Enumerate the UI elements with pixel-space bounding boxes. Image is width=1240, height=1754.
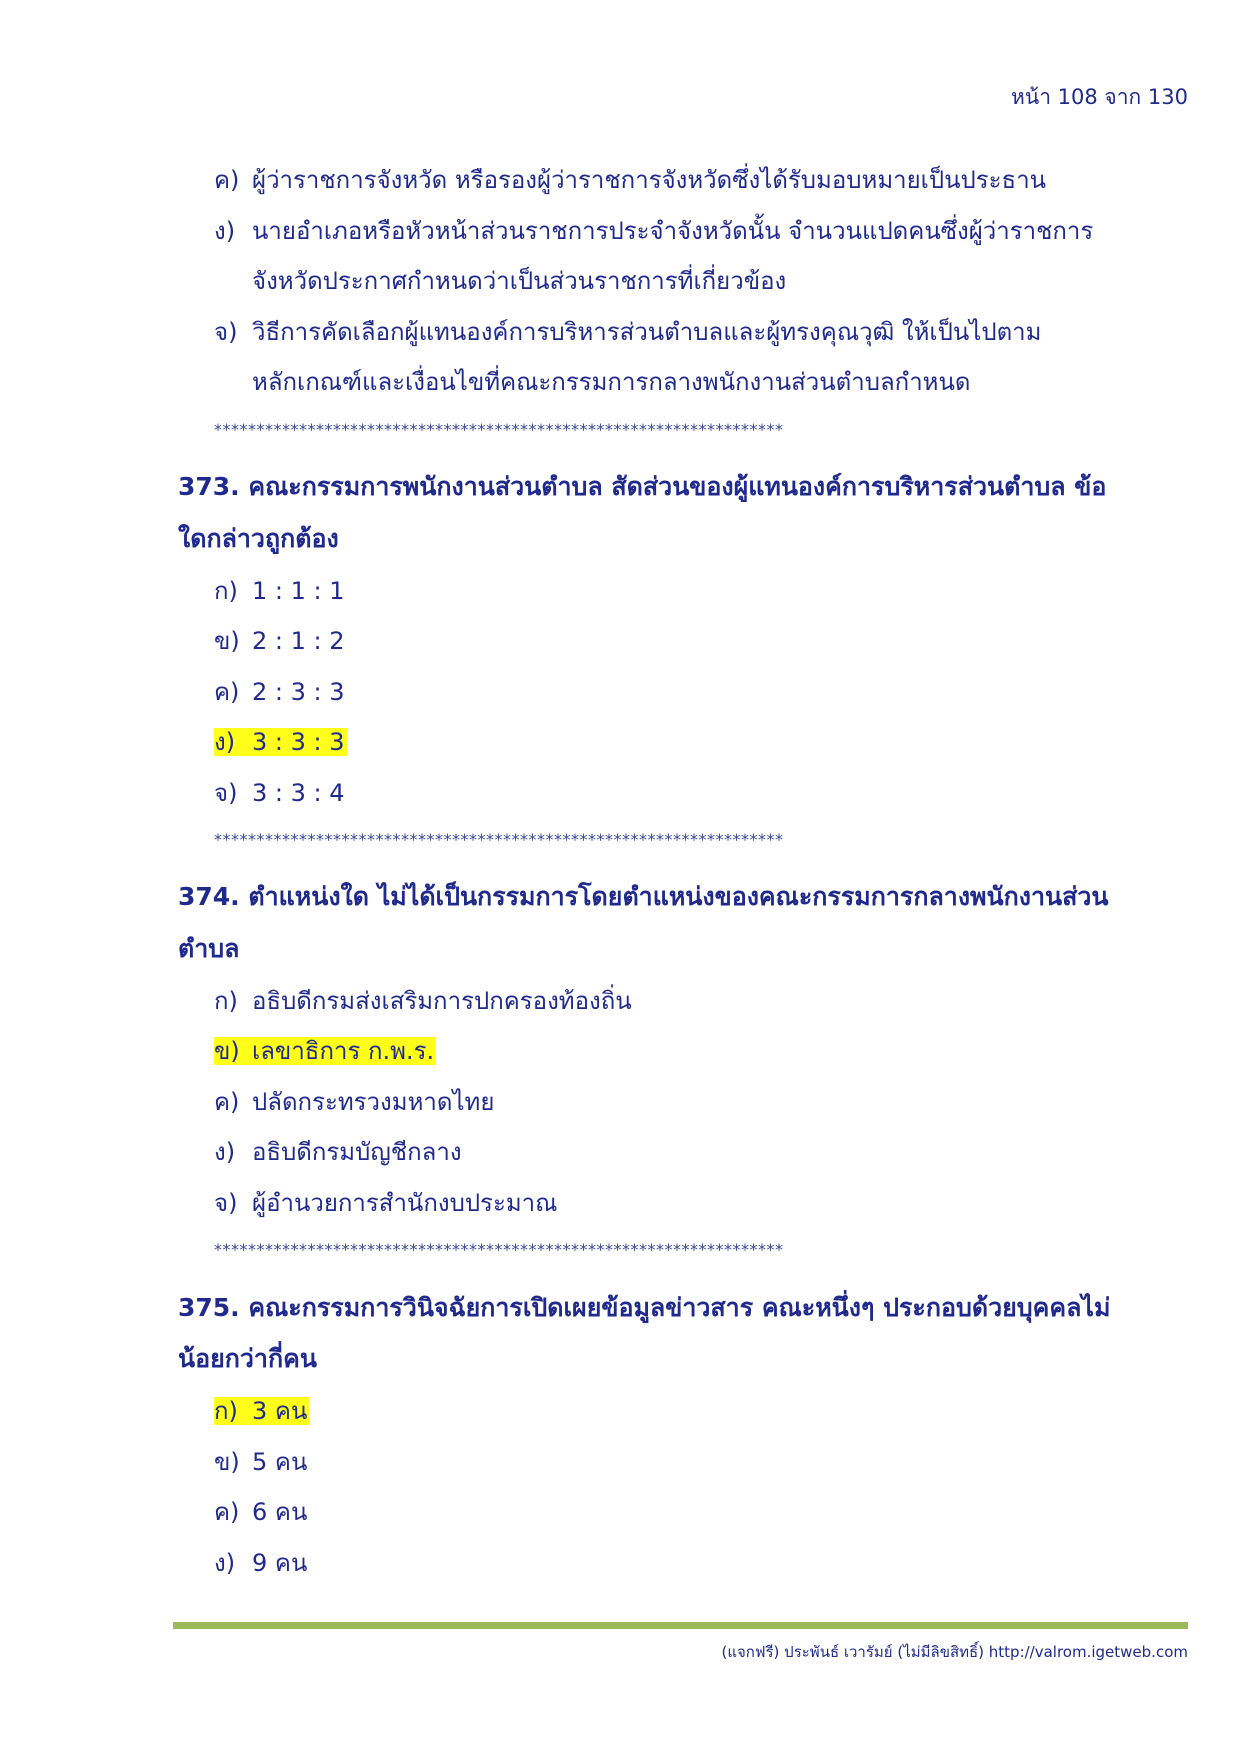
question-title: ตำบล	[178, 934, 240, 963]
choice-text: ผู้ว่าราชการจังหวัด หรือรองผู้ว่าราชการจังหวัดซึ่งได้รับมอบหมายเป็นประธาน	[252, 166, 1047, 194]
choice-label: ก)	[214, 1397, 238, 1425]
choice	[214, 1085, 494, 1119]
choice-text: นายอำเภอหรือหัวหน้าส่วนราชการประจำจังหวัดนั้น จำนวนแปดคนซึ่งผู้ว่าราชการ	[252, 217, 1094, 245]
choice-label: ก)	[214, 987, 238, 1015]
choice-text: ปลัดกระทรวงมหาดไทย	[252, 1088, 495, 1116]
choice-label: ค)	[214, 1498, 240, 1526]
choice	[214, 776, 345, 810]
answer-highlight	[214, 728, 347, 756]
choice-answer	[214, 725, 347, 759]
choice-label: ง)	[214, 1138, 236, 1166]
question-title: 374. ตำแหน่งใด ไม่ได้เป็นกรรมการโดยตำแหน่งของคณะกรรมการกลางพนักงานส่วน	[178, 882, 1109, 911]
separator: *******************************************************************	[214, 1240, 784, 1259]
question-title: 373. คณะกรรมการพนักงานส่วนตำบล สัดส่วนของผู้แทนองค์การบริหารส่วนตำบล ข้อ	[178, 472, 1107, 501]
choice-label: ค)	[214, 1088, 240, 1116]
choice-continuation: จังหวัดประกาศกำหนดว่าเป็นส่วนราชการที่เกี่ยวข้อง	[252, 267, 787, 295]
separator: *******************************************************************	[214, 420, 784, 439]
page-number: หน้า 108 จาก 130	[1011, 85, 1188, 109]
choice	[214, 574, 345, 608]
choice-label: ข)	[214, 1037, 240, 1065]
choice-continuation: หลักเกณฑ์และเงื่อนไขที่คณะกรรมการกลางพนักงานส่วนตำบลกำหนด	[252, 368, 971, 396]
choice-label: ง)	[214, 728, 236, 756]
choice	[214, 624, 345, 658]
choice-label: ค)	[214, 678, 240, 706]
choice-text: 2 : 1 : 2	[252, 627, 345, 655]
choice-label: ก)	[214, 577, 238, 605]
choice-answer	[214, 1394, 309, 1428]
choice	[214, 675, 345, 709]
choice-label: จ)	[214, 1189, 238, 1217]
choice-text: 1 : 1 : 1	[252, 577, 345, 605]
choice	[214, 1186, 557, 1220]
question-title: น้อยกว่ากี่คน	[178, 1344, 317, 1373]
footer-rule	[173, 1622, 1188, 1629]
choice	[214, 1546, 307, 1580]
choice-text: 3 คน	[252, 1397, 308, 1425]
choice	[214, 163, 1046, 197]
choice-text: เลขาธิการ ก.พ.ร.	[252, 1037, 435, 1065]
choice	[214, 214, 1093, 248]
choice-label: ข)	[214, 1448, 240, 1476]
choice	[214, 984, 632, 1018]
choice-label: ค)	[214, 166, 240, 194]
answer-highlight	[214, 1037, 436, 1065]
answer-highlight	[214, 1397, 309, 1425]
choice-answer	[214, 1034, 436, 1068]
choice-label: ง)	[214, 217, 236, 245]
question-title: 375. คณะกรรมการวินิจฉัยการเปิดเผยข้อมูลข่าวสาร คณะหนึ่งๆ ประกอบด้วยบุคคลไม่	[178, 1293, 1111, 1322]
choice-label: ง)	[214, 1549, 236, 1577]
footer-credit: (แจกฟรี) ประพันธ์ เวารัมย์ (ไม่มีลิขสิทธิ์) http://valrom.igetweb.com	[721, 1643, 1188, 1661]
choice-text: 9 คน	[252, 1549, 308, 1577]
choice-text: วิธีการคัดเลือกผู้แทนองค์การบริหารส่วนตำบลและผู้ทรงคุณวุฒิ ให้เป็นไปตาม	[252, 318, 1042, 346]
choice-text: 5 คน	[252, 1448, 308, 1476]
choice-text: ผู้อำนวยการสำนักงบประมาณ	[252, 1189, 558, 1217]
question-title: ใดกล่าวถูกต้อง	[178, 524, 339, 553]
choice	[214, 1495, 307, 1529]
choice	[214, 1135, 462, 1169]
choice-label: จ)	[214, 779, 238, 807]
choice	[214, 315, 1041, 349]
choice-text: 3 : 3 : 4	[252, 779, 345, 807]
choice-text: 2 : 3 : 3	[252, 678, 345, 706]
choice-label: ข)	[214, 627, 240, 655]
separator: *******************************************************************	[214, 830, 784, 849]
choice-text: อธิบดีกรมส่งเสริมการปกครองท้องถิ่น	[252, 987, 632, 1015]
choice-text: 3 : 3 : 3	[252, 728, 345, 756]
choice-text: อธิบดีกรมบัญชีกลาง	[252, 1138, 462, 1166]
choice	[214, 1445, 307, 1479]
choice-label: จ)	[214, 318, 238, 346]
choice-text: 6 คน	[252, 1498, 308, 1526]
